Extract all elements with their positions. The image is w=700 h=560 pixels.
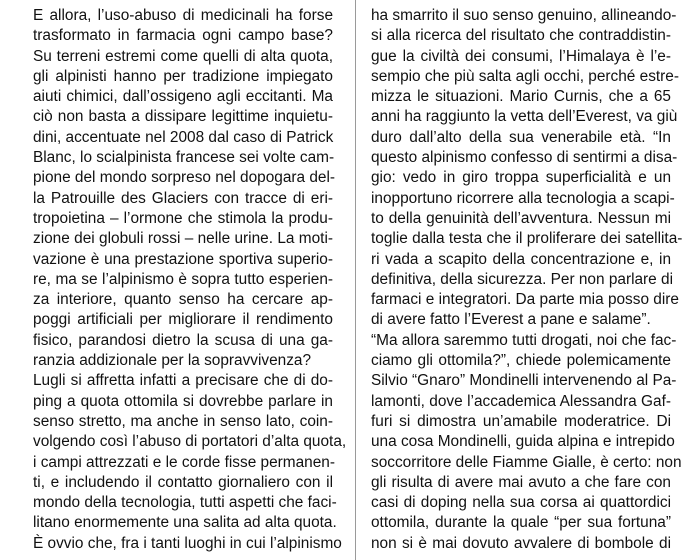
text-line: la Patrouille des Glaciers con tracce di eri- — [33, 189, 333, 207]
text-line: lamonti, dove l’accademica Alessandra Gaf- — [371, 392, 671, 410]
text-line: non si è mai dovuto avvalere di bombole di — [371, 534, 671, 552]
text-line: mizza le situazioni. Mario Curnis, che a 65 — [371, 88, 671, 106]
text-line: za interiore, quanto senso ha cercare ap- — [33, 291, 333, 309]
text-line: zione dei globuli rossi – nelle urine. La moti- — [33, 230, 333, 248]
text-line: litano enormemente una salita ad alta quota. — [33, 514, 337, 532]
text-line: trasformato in farmacia ogni campo base? — [33, 27, 333, 45]
text-line: duro dall’alto della sua venerabile età. “In — [371, 128, 671, 146]
text-line: soccorritore delle Fiamme Gialle, è certo: non — [371, 453, 682, 471]
text-line: mondo della tecnologia, tutti aspetti che faci- — [33, 494, 337, 512]
text-line: sempio che più salta agli occhi, perché estre- — [371, 67, 679, 85]
column-divider — [355, 0, 356, 560]
text-line: definitiva, della sicurezza. Per non parlare di — [371, 270, 673, 288]
text-line: tropoietina – l’ormone che stimola la produ- — [33, 209, 333, 227]
text-line: toglie dalla testa che il proliferare dei satellita- — [371, 230, 683, 248]
text-line: ranzia addizionale per la sopravvivenza? — [33, 352, 312, 370]
text-line: volgendo così l’abuso di portatori d’alta quota, — [33, 433, 347, 451]
text-line: dini, accentuate nel 2008 dal caso di Patrick — [33, 128, 334, 146]
text-line: vazione è una prestazione sportiva superio- — [33, 250, 333, 268]
text-line: di avere fatto l’Everest a pane e salame”. — [371, 311, 651, 329]
text-line: senso stretto, ma anche in senso lato, coin- — [33, 412, 333, 430]
text-line: Silvio “Gnaro” Mondinelli intervenendo al Pa- — [371, 372, 677, 390]
text-line: pione del mondo sorpreso nel dopogara del- — [33, 169, 336, 187]
text-line: fisico, parandosi dietro la scusa di una ga- — [33, 331, 333, 349]
text-line: ciò non basta a dissipare legittime inquietu- — [33, 108, 333, 126]
text-line: una cosa Mondinelli, guida alpina e intrepido — [371, 433, 675, 451]
text-line: gue la civiltà dei consumi, l’Himalaya è l’e- — [371, 47, 671, 65]
text-line: casi di doping nella sua corsa ai quattordici — [371, 494, 671, 512]
text-line: Lugli si affretta infatti a precisare che di do- — [33, 372, 333, 390]
text-line: gio: vedo in giro troppa superficialità e un — [371, 169, 671, 187]
text-line: ri vada a scapito della concentrazione e, in — [371, 250, 671, 268]
text-line: ping a quota ottomila si dovrebbe parlare in — [33, 392, 333, 410]
text-line: E allora, l’uso-abuso di medicinali ha forse — [33, 7, 333, 24]
left-text-column — [33, 6, 347, 554]
text-line: questo alpinismo confesso di sentirmi a disa- — [371, 149, 678, 167]
right-text-column — [371, 6, 683, 554]
text-line: i campi attrezzati e le corde fisse permanen- — [33, 453, 335, 471]
text-line: inopportuno ricorrere alla tecnologia a scapi- — [371, 189, 675, 207]
text-line: poggi artificiali per migliorare il rendimento — [33, 311, 333, 329]
text-line: to della genuinità dell’avventura. Nessun mi — [371, 209, 671, 227]
text-line: “Ma allora saremmo tutti drogati, noi che fac- — [371, 331, 677, 349]
text-line: È ovvio che, fra i tanti luoghi in cui l’alpinismo — [33, 534, 342, 552]
text-line: Su terreni estremi come quelli di alta quota, — [33, 47, 333, 65]
text-line: ti, e includendo il contatto giornaliero con il — [33, 473, 333, 491]
text-line: anni ha raggiunto la vetta dell’Everest, va giù — [371, 108, 678, 126]
text-line: ha smarrito il suo senso genuino, allineando- — [371, 7, 677, 24]
text-line: furi si dimostra un’amabile moderatrice. Di — [371, 412, 671, 430]
text-line: ciamo gli ottomila?”, chiede polemicamente — [371, 352, 671, 370]
text-line: farmaci e integratori. Da parte mia posso dire — [371, 291, 679, 309]
text-line: re, ma se l’alpinismo è sopra tutto esperien- — [33, 270, 333, 288]
text-line: si alla ricerca del risultato che contraddistin- — [371, 27, 671, 45]
text-line: gli alpinisti hanno per tradizione impiegato — [33, 67, 333, 85]
text-line: aiuti chimici, dall’ossigeno agli eccitanti. Ma — [33, 88, 333, 106]
text-line: ottomila, durante la quale “per sua fortuna” — [371, 514, 671, 532]
text-line: Blanc, lo scialpinista francese sei volte cam- — [33, 149, 335, 167]
text-line: gli risulta di avere mai avuto a che fare con — [371, 473, 671, 491]
